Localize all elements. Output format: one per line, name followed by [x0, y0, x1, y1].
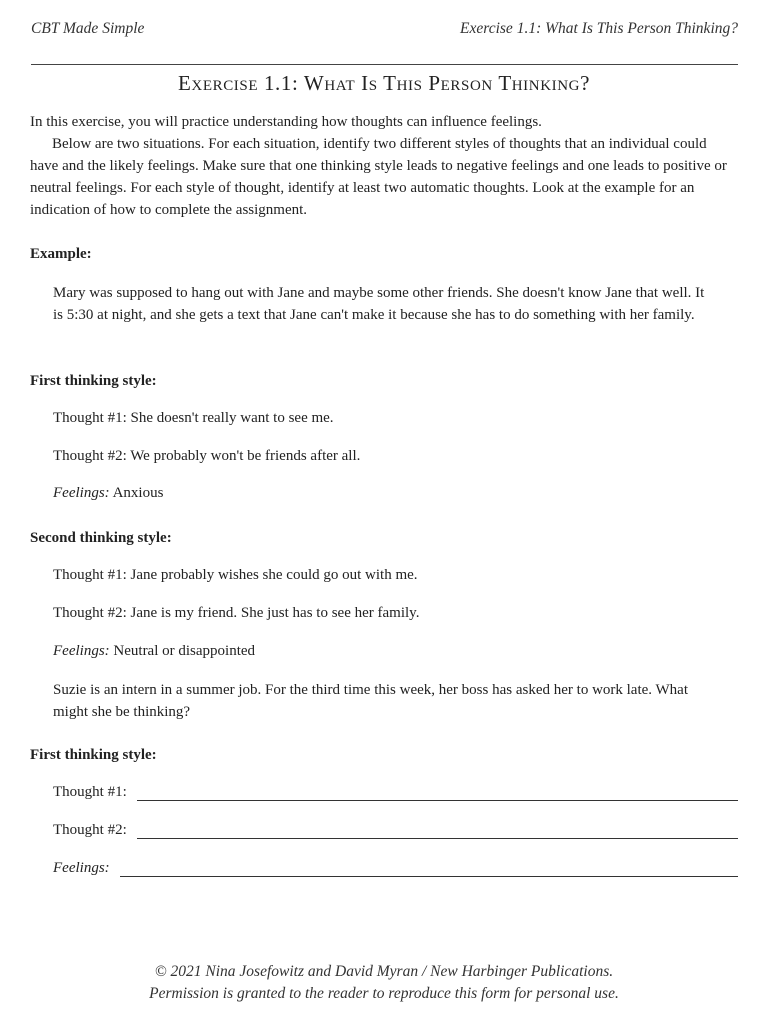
feelings-value: Anxious [112, 485, 164, 501]
thought-2-blank-line[interactable] [137, 822, 738, 839]
example-label: Example: [30, 246, 92, 262]
header-divider [31, 64, 738, 65]
permission-notice: Permission is granted to the reader to reproduce this form for personal use. [149, 985, 619, 1002]
feelings-label: Feelings: [53, 485, 110, 501]
example-first-thought-1: Thought #1: She doesn't really want to see me. [53, 410, 334, 426]
thought-2-row [53, 822, 738, 839]
intro-paragraph-2: Below are two situations. For each situation, identify two different styles of thoughts that an individual could have and the likely feelings. Make sure that one thinking style leads to negative feelings and one leads to positive or neutral feelings. For each style of thought, identify at least two automatic thoughts. Look at the example for an indication of how to complete the assignment. [30, 136, 727, 218]
example-second-feelings [53, 643, 255, 660]
example-second-thought-1: Thought #1: Jane probably wishes she could go out with me. [53, 567, 418, 583]
example-second-style-label: Second thinking style: [30, 530, 172, 546]
feelings-label: Feelings: [53, 860, 110, 876]
feelings-blank-line[interactable] [120, 860, 738, 877]
example-second-thought-2: Thought #2: Jane is my friend. She just has to see her family. [53, 605, 420, 621]
intro-paragraph-1: In this exercise, you will practice understanding how thoughts can influence feelings. [30, 114, 542, 130]
example-first-feelings [53, 485, 163, 502]
situation-2-text: Suzie is an intern in a summer job. For the third time this week, her boss has asked her to work late. What might she be thinking? [53, 682, 689, 720]
thought-1-row [53, 784, 738, 801]
copyright-notice: © 2021 Nina Josefowitz and David Myran / New Harbinger Publications. [154, 963, 614, 980]
example-first-thought-2: Thought #2: We probably won't be friends after all. [53, 448, 361, 464]
running-header-exercise-title: Exercise 1.1: What Is This Person Thinking? [460, 20, 738, 37]
feelings-row [53, 860, 738, 877]
example-first-style-label: First thinking style: [30, 373, 157, 389]
thought-1-label: Thought #1: [53, 784, 127, 800]
example-situation: Mary was supposed to hang out with Jane and maybe some other friends. She doesn't know Jane that well. It is 5:30 at night, and she gets a text that Jane can't make it because she has to do something with her family. [53, 285, 705, 323]
thought-1-blank-line[interactable] [137, 784, 738, 801]
thought-2-label: Thought #2: [53, 822, 127, 838]
feelings-value: Neutral or disappointed [113, 643, 256, 659]
feelings-label: Feelings: [53, 643, 110, 659]
page-title: Exercise 1.1: What Is This Person Thinking? [177, 71, 591, 95]
situation-2-first-style-label: First thinking style: [30, 747, 157, 763]
running-header-book-title: CBT Made Simple [31, 20, 145, 37]
